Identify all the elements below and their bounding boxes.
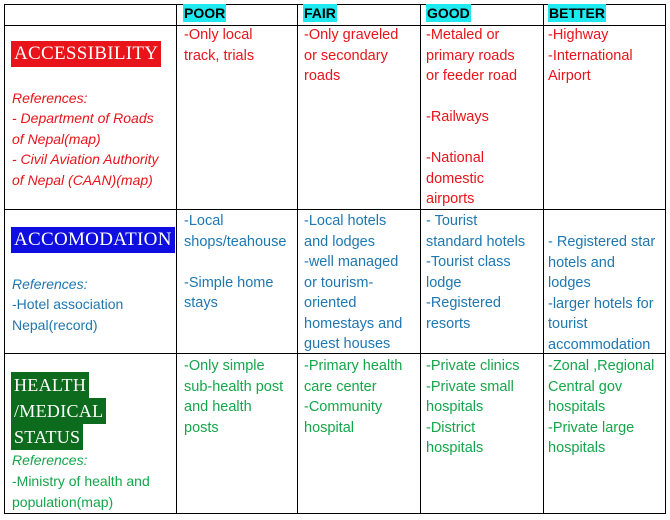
health-references: -Ministry of health and population(map) — [12, 473, 150, 510]
table-border-right — [665, 4, 666, 514]
health-fair: -Primary health care center -Community hospital — [304, 358, 403, 436]
column-divider — [543, 4, 544, 514]
health-title-line1: HEALTH — [11, 372, 89, 398]
column-divider — [297, 4, 298, 514]
health-good: -Private clinics -Private small hospitals -District hospitals — [426, 358, 520, 456]
accomodation-fair: -Local hotels and lodges -well managed or tourism- oriented homestays and guest houses — [304, 213, 403, 352]
accessibility-fair: -Only graveled or secondary roads — [304, 27, 399, 84]
table-border-bottom — [4, 513, 666, 514]
accessibility-good: -Metaled or primary roads or feeder road -Railways -National domestic airports — [426, 27, 518, 207]
health-title-line3: STATUS — [11, 424, 83, 450]
column-header-better: BETTER — [549, 5, 605, 21]
accessibility-better: -Highway -International Airport — [548, 27, 633, 84]
column-divider — [176, 4, 177, 514]
accomodation-references-label: References: — [12, 276, 88, 292]
accessibility-title: ACCESSIBILITY — [11, 41, 161, 67]
accomodation-better: - Registered star hotels and lodges -larger hotels for tourist accommodation — [548, 234, 656, 353]
accomodation-poor: -Local shops/teahouse -Simple home stays — [184, 213, 287, 311]
health-poor: -Only simple sub-health post and health posts — [184, 358, 284, 436]
accomodation-good: - Tourist standard hotels -Tourist class lodge -Registered resorts — [426, 213, 526, 332]
accessibility-poor: -Only local track, trials — [184, 27, 255, 64]
accessibility-references: - Department of Roads of Nepal(map) - Civil Aviation Authority of Nepal (CAAN)(map) — [12, 110, 159, 188]
accomodation-references: -Hotel association Nepal(record) — [12, 296, 124, 333]
column-header-fair: FAIR — [304, 5, 336, 21]
health-better: -Zonal ,Regional Central gov hospitals -Private large hospitals — [548, 358, 655, 456]
accessibility-references-label: References: — [12, 90, 88, 106]
health-title-line2: /MEDICAL — [11, 398, 106, 424]
column-header-good: GOOD — [427, 5, 470, 21]
column-divider — [420, 4, 421, 514]
accomodation-title: ACCOMODATION — [11, 227, 175, 253]
column-header-poor: POOR — [184, 5, 226, 21]
table-border-left — [4, 4, 5, 514]
row-divider — [4, 209, 666, 210]
health-references-label: References: — [12, 452, 88, 468]
